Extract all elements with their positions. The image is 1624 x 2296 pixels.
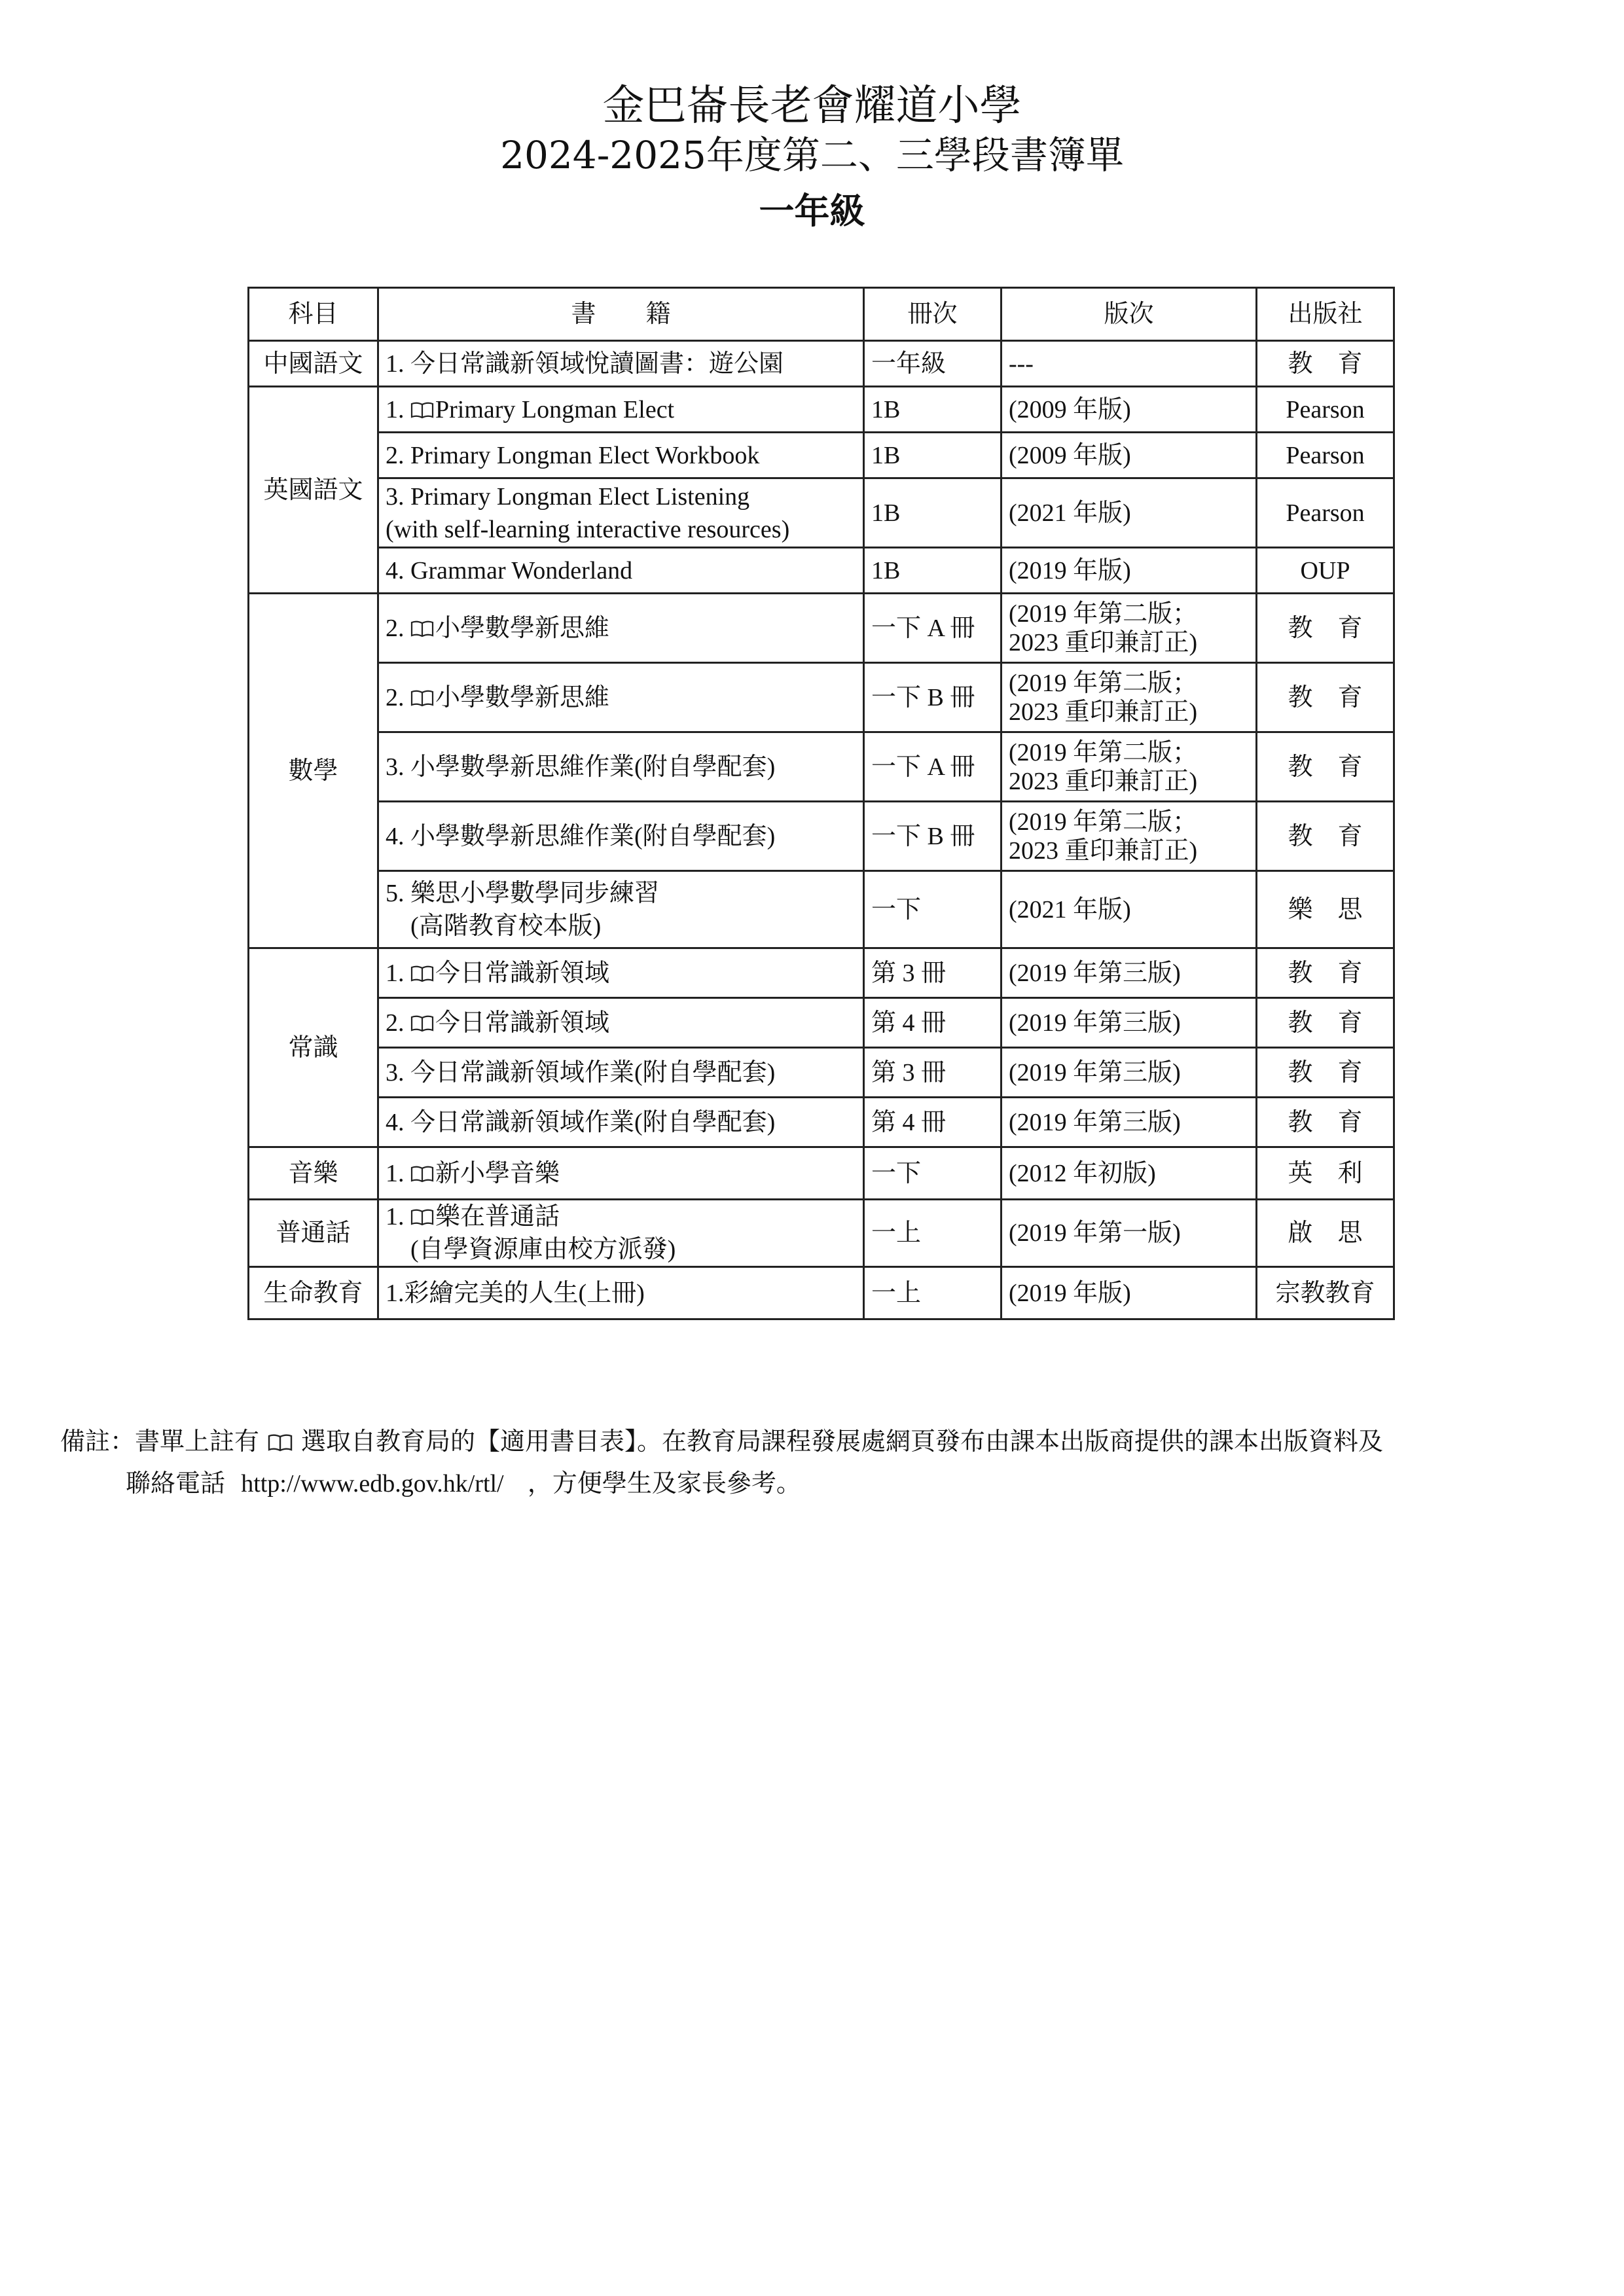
edition-text-line2: 2023 重印兼訂正) bbox=[1009, 836, 1198, 865]
volume-cell: 一下 B 冊 bbox=[864, 802, 1001, 871]
table-row bbox=[249, 433, 1394, 478]
table-row bbox=[249, 478, 1394, 548]
book-list-title: 2024-2025年度第二、三學段書簿單 bbox=[500, 133, 1124, 177]
book-number: 2. Primary Longman Elect Workbook bbox=[386, 441, 760, 469]
table-row bbox=[249, 802, 1394, 871]
table-row bbox=[249, 1098, 1394, 1147]
open-book-icon bbox=[410, 689, 434, 708]
volume-cell: 一下 A 冊 bbox=[864, 732, 1001, 802]
table-row bbox=[249, 663, 1394, 732]
publisher-cell: 教 育 bbox=[1257, 341, 1394, 387]
book-subtitle: (高階教育校本版) bbox=[410, 912, 602, 940]
volume-cell: 第 4 冊 bbox=[864, 1098, 1001, 1147]
volume-cell: 1B bbox=[864, 478, 1001, 548]
book-number: 1. bbox=[386, 395, 410, 423]
publisher-cell: OUP bbox=[1257, 548, 1394, 594]
book-cell bbox=[378, 548, 864, 594]
open-book-icon bbox=[410, 1208, 434, 1227]
table-row bbox=[249, 594, 1394, 663]
edition-text: (2019 年第二版； bbox=[1009, 669, 1198, 697]
subject-cell: 英國語文 bbox=[249, 387, 378, 594]
volume-cell: 一上 bbox=[864, 1200, 1001, 1267]
book-number: 4. 今日常識新領域作業(附自學配套) bbox=[386, 1108, 776, 1136]
table-row bbox=[249, 387, 1394, 433]
edition-text: (2019 年第一版) bbox=[1009, 1219, 1181, 1247]
table-row bbox=[249, 732, 1394, 802]
edition-text: --- bbox=[1009, 350, 1034, 378]
open-book-icon bbox=[410, 1165, 434, 1183]
edition-text: (2019 年版) bbox=[1009, 1279, 1131, 1307]
edition-cell bbox=[1001, 387, 1257, 433]
book-number: 3. 小學數學新思維作業(附自學配套) bbox=[386, 753, 776, 781]
book-number: 1. 今日常識新領域悅讀圖書：遊公園 bbox=[386, 350, 784, 378]
subject-cell: 音樂 bbox=[249, 1147, 378, 1200]
book-title: 小學數學新思維 bbox=[435, 683, 610, 711]
subject-cell: 普通話 bbox=[249, 1200, 378, 1267]
book-subtitle: (自學資源庫由校方派發) bbox=[410, 1236, 676, 1263]
book-subtitle: (with self-learning interactive resources) bbox=[386, 515, 790, 543]
edition-cell bbox=[1001, 341, 1257, 387]
book-cell bbox=[378, 871, 864, 948]
column-header-publisher: 出版社 bbox=[1257, 288, 1394, 341]
book-number: 1. bbox=[386, 959, 410, 987]
column-header-volume: 冊次 bbox=[864, 288, 1001, 341]
edition-cell bbox=[1001, 1098, 1257, 1147]
subject-cell: 常識 bbox=[249, 948, 378, 1147]
publisher-cell: 教 育 bbox=[1257, 594, 1394, 663]
book-cell bbox=[378, 663, 864, 732]
book-title: 今日常識新領域 bbox=[435, 959, 610, 987]
book-number: 1.彩繪完美的人生(上冊) bbox=[386, 1279, 645, 1307]
book-title: Primary Longman Elect bbox=[435, 395, 675, 423]
edition-text: (2009 年版) bbox=[1009, 395, 1131, 423]
footnote-contact-label: 聯絡電話 bbox=[126, 1469, 226, 1498]
footnote bbox=[60, 1420, 1585, 1505]
edition-text: (2009 年版) bbox=[1009, 441, 1131, 469]
table-row bbox=[249, 548, 1394, 594]
volume-cell: 一下 bbox=[864, 1147, 1001, 1200]
edition-cell bbox=[1001, 594, 1257, 663]
column-header-edition: 版次 bbox=[1001, 288, 1257, 341]
book-cell bbox=[378, 478, 864, 548]
edition-cell bbox=[1001, 871, 1257, 948]
publisher-cell: 宗教教育 bbox=[1257, 1267, 1394, 1319]
volume-cell: 1B bbox=[864, 548, 1001, 594]
book-number: 3. Primary Longman Elect Listening bbox=[386, 482, 750, 511]
book-number: 4. 小學數學新思維作業(附自學配套) bbox=[386, 822, 776, 850]
open-book-icon bbox=[410, 620, 434, 638]
book-cell bbox=[378, 1098, 864, 1147]
book-number: 2. bbox=[386, 683, 410, 711]
edition-cell bbox=[1001, 802, 1257, 871]
book-cell bbox=[378, 1267, 864, 1319]
book-title: 今日常識新領域 bbox=[435, 1009, 610, 1037]
book-number: 4. Grammar Wonderland bbox=[386, 556, 633, 584]
book-cell bbox=[378, 1048, 864, 1098]
volume-cell: 第 3 冊 bbox=[864, 1048, 1001, 1098]
book-cell bbox=[378, 948, 864, 998]
publisher-cell: 英 利 bbox=[1257, 1147, 1394, 1200]
edb-url-link[interactable]: http://www.edb.gov.hk/rtl/ bbox=[241, 1470, 504, 1498]
publisher-cell: Pearson bbox=[1257, 387, 1394, 433]
edition-cell bbox=[1001, 732, 1257, 802]
edition-cell bbox=[1001, 998, 1257, 1048]
edition-text: (2019 年第二版； bbox=[1009, 738, 1198, 766]
edition-text: (2019 年第三版) bbox=[1009, 1108, 1181, 1136]
book-title: 小學數學新思維 bbox=[435, 614, 610, 642]
volume-cell: 一下 B 冊 bbox=[864, 663, 1001, 732]
book-cell bbox=[378, 433, 864, 478]
open-book-icon bbox=[267, 1433, 293, 1452]
edition-text: (2021 年版) bbox=[1009, 895, 1131, 924]
volume-cell: 一下 bbox=[864, 871, 1001, 948]
book-number: 5. 樂思小學數學同步練習 bbox=[386, 879, 660, 907]
volume-cell: 1B bbox=[864, 387, 1001, 433]
edition-cell bbox=[1001, 478, 1257, 548]
edition-cell bbox=[1001, 548, 1257, 594]
publisher-cell: 教 育 bbox=[1257, 1098, 1394, 1147]
edition-text: (2019 年第三版) bbox=[1009, 1058, 1181, 1086]
edition-text: (2019 年第三版) bbox=[1009, 959, 1181, 987]
book-cell bbox=[378, 732, 864, 802]
book-title: 樂在普通話 bbox=[435, 1203, 560, 1230]
volume-cell: 一下 A 冊 bbox=[864, 594, 1001, 663]
volume-cell: 一上 bbox=[864, 1267, 1001, 1319]
table-row bbox=[249, 1267, 1394, 1319]
publisher-cell: Pearson bbox=[1257, 433, 1394, 478]
book-cell bbox=[378, 341, 864, 387]
subject-cell: 數學 bbox=[249, 594, 378, 948]
edition-text-line2: 2023 重印兼訂正) bbox=[1009, 767, 1198, 795]
volume-cell: 第 4 冊 bbox=[864, 998, 1001, 1048]
publisher-cell: 教 育 bbox=[1257, 948, 1394, 998]
book-number: 1. bbox=[386, 1203, 410, 1230]
publisher-cell: Pearson bbox=[1257, 478, 1394, 548]
edition-cell bbox=[1001, 1267, 1257, 1319]
table-row bbox=[249, 341, 1394, 387]
edition-text-line2: 2023 重印兼訂正) bbox=[1009, 698, 1198, 726]
publisher-cell: 教 育 bbox=[1257, 1048, 1394, 1098]
table-row bbox=[249, 948, 1394, 998]
table-row bbox=[249, 1200, 1394, 1267]
book-number: 3. 今日常識新領域作業(附自學配套) bbox=[386, 1058, 776, 1086]
edition-text: (2019 年版) bbox=[1009, 556, 1131, 584]
book-cell bbox=[378, 1200, 864, 1267]
publisher-cell: 樂 思 bbox=[1257, 871, 1394, 948]
publisher-cell: 教 育 bbox=[1257, 732, 1394, 802]
table-row bbox=[249, 1147, 1394, 1200]
edition-cell bbox=[1001, 1200, 1257, 1267]
publisher-cell: 啟 思 bbox=[1257, 1200, 1394, 1267]
edition-text: (2019 年第二版； bbox=[1009, 600, 1198, 628]
open-book-icon bbox=[410, 1014, 434, 1033]
column-header-book: 書 籍 bbox=[378, 288, 864, 341]
edition-cell bbox=[1001, 663, 1257, 732]
publisher-cell: 教 育 bbox=[1257, 663, 1394, 732]
footnote-prefix: 備註：書單上註有 bbox=[60, 1427, 260, 1456]
edition-cell bbox=[1001, 1147, 1257, 1200]
book-list-table bbox=[247, 287, 1395, 1320]
table-header-row bbox=[249, 288, 1394, 341]
edition-text: (2012 年初版) bbox=[1009, 1159, 1156, 1187]
book-cell bbox=[378, 594, 864, 663]
book-cell bbox=[378, 802, 864, 871]
subject-cell: 生命教育 bbox=[249, 1267, 378, 1319]
book-number: 2. bbox=[386, 1009, 410, 1037]
grade-title: 一年級 bbox=[759, 190, 865, 232]
volume-cell: 第 3 冊 bbox=[864, 948, 1001, 998]
publisher-cell: 教 育 bbox=[1257, 998, 1394, 1048]
edition-cell bbox=[1001, 948, 1257, 998]
volume-cell: 一年級 bbox=[864, 341, 1001, 387]
open-book-icon bbox=[410, 401, 434, 420]
book-cell bbox=[378, 998, 864, 1048]
edition-text-line2: 2023 重印兼訂正) bbox=[1009, 628, 1198, 656]
edition-cell bbox=[1001, 433, 1257, 478]
table-row bbox=[249, 998, 1394, 1048]
footnote-suffix: ，方便學生及家長參考。 bbox=[527, 1469, 801, 1498]
edition-text: (2021 年版) bbox=[1009, 499, 1131, 527]
edition-text: (2019 年第三版) bbox=[1009, 1009, 1181, 1037]
edition-cell bbox=[1001, 1048, 1257, 1098]
book-number: 1. bbox=[386, 1159, 410, 1187]
school-name: 金巴崙長老會耀道小學 bbox=[602, 82, 1022, 130]
table-row bbox=[249, 871, 1394, 948]
volume-cell: 1B bbox=[864, 433, 1001, 478]
publisher-cell: 教 育 bbox=[1257, 802, 1394, 871]
book-title: 新小學音樂 bbox=[435, 1159, 560, 1187]
book-cell bbox=[378, 1147, 864, 1200]
book-cell bbox=[378, 387, 864, 433]
book-number: 2. bbox=[386, 614, 410, 642]
footnote-text: 選取自教育局的【適用書目表】。在教育局課程發展處網頁發布由課本出版商提供的課本出版資料及 bbox=[301, 1427, 1384, 1456]
edition-text: (2019 年第二版； bbox=[1009, 808, 1198, 836]
table-row bbox=[249, 1048, 1394, 1098]
column-header-subject: 科目 bbox=[249, 288, 378, 341]
subject-cell: 中國語文 bbox=[249, 341, 378, 387]
open-book-icon bbox=[410, 965, 434, 983]
